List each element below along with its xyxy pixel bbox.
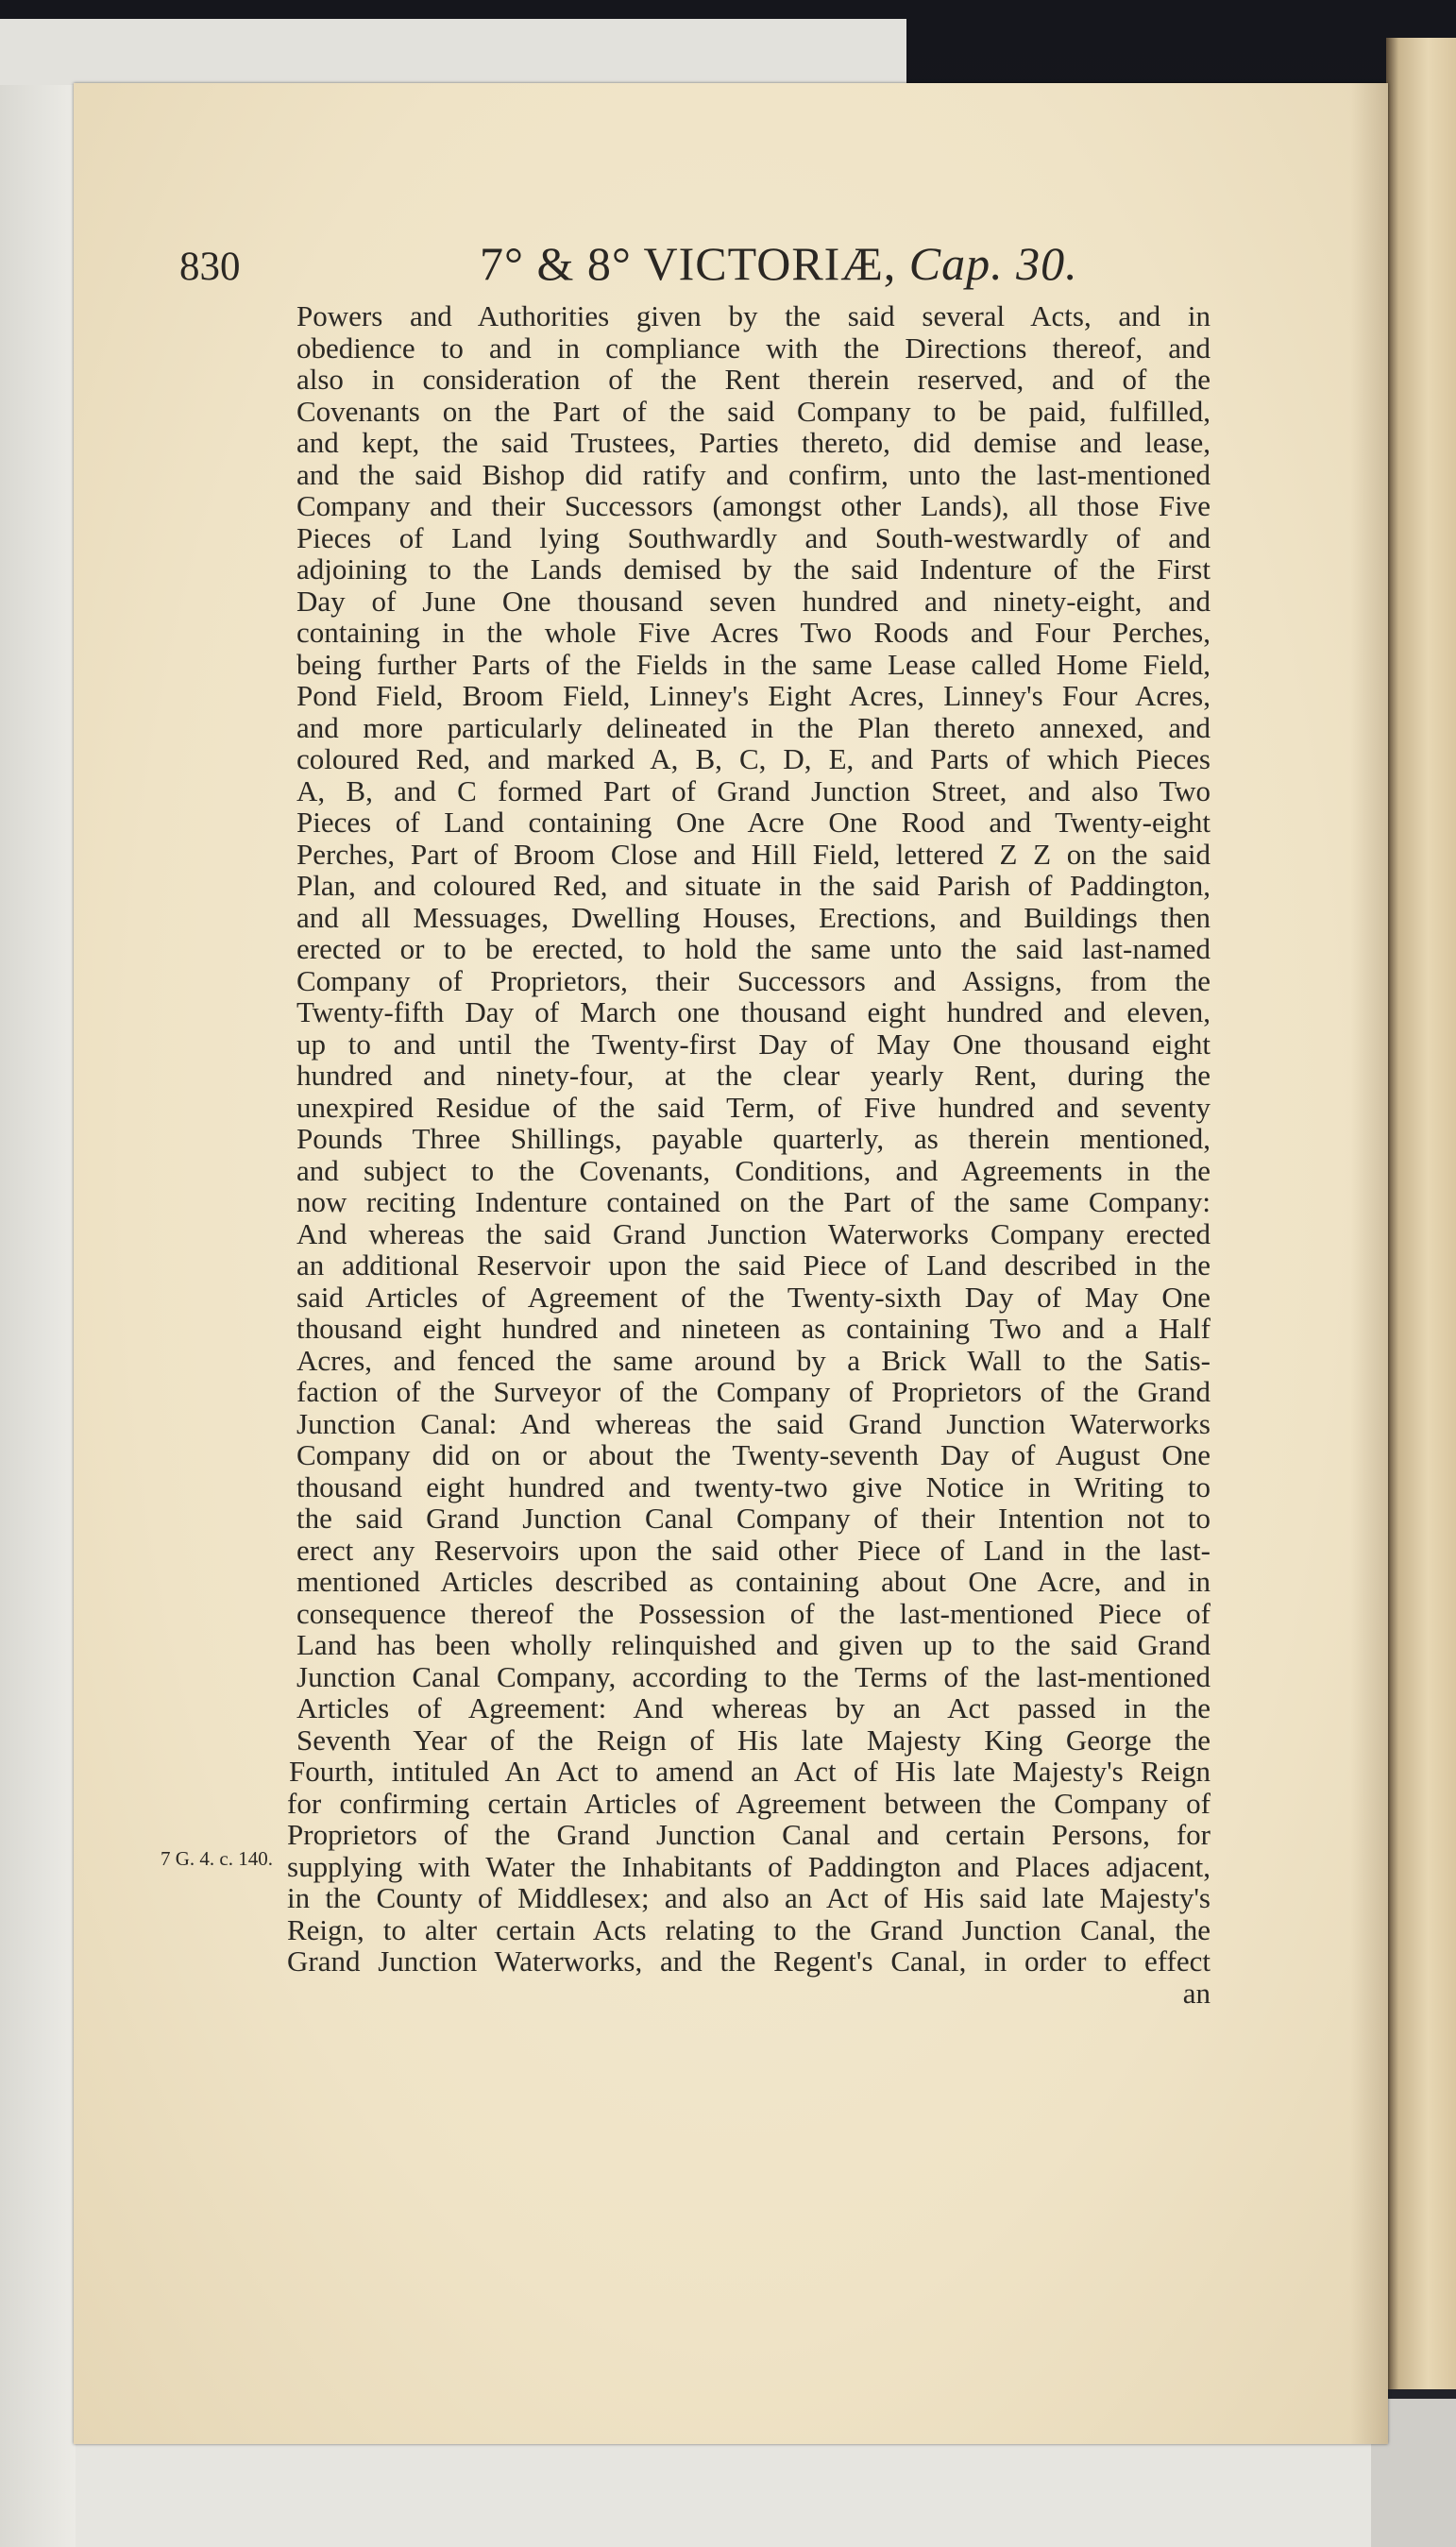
text-line: thousand eight hundred and nineteen as containing Two and a Half bbox=[296, 1312, 1211, 1345]
text-line: and all Messuages, Dwelling Houses, Erections, and Buildings then bbox=[296, 900, 1211, 934]
running-title: 7° & 8° VICTORIÆ, bbox=[480, 237, 897, 290]
text-line: Pounds Three Shillings, payable quarterly, as therein mentioned, bbox=[296, 1122, 1211, 1155]
text-line: Reign, to alter certain Acts relating to the Grand Junction Canal, the bbox=[287, 1912, 1211, 1946]
text-line: A, B, and C formed Part of Grand Junction Street, and also Two bbox=[296, 773, 1211, 807]
text-line: Covenants on the Part of the said Company to be paid, fulfilled, bbox=[296, 394, 1211, 428]
text-line: Fourth, intituled An Act to amend an Act of His late Majesty's Reign bbox=[289, 1755, 1211, 1788]
text-line: And whereas the said Grand Junction Waterworks Company erected bbox=[296, 1216, 1211, 1250]
text-line: also in consideration of the Rent therein reserved, and of the bbox=[296, 363, 1211, 396]
text-line: adjoining to the Lands demised by the said Indenture of the First bbox=[296, 552, 1211, 586]
text-line: an bbox=[1182, 1976, 1211, 2010]
text-line: erected or to be erected, to hold the same unto the said last-named bbox=[296, 932, 1211, 965]
text-line: Junction Canal Company, according to the Terms of the last-mentioned bbox=[296, 1659, 1211, 1693]
text-line: Proprietors of the Grand Junction Canal and certain Persons, for bbox=[287, 1818, 1211, 1851]
text-line: Pieces of Land containing One Acre One Rood and Twenty-eight bbox=[296, 806, 1211, 839]
facing-page-edge bbox=[1386, 38, 1456, 2389]
page-number: 830 bbox=[179, 245, 241, 289]
body-text bbox=[287, 299, 1211, 2010]
running-header bbox=[480, 236, 1197, 291]
text-line: Pond Field, Broom Field, Linney's Eight Acres, Linney's Four Acres, bbox=[296, 679, 1211, 712]
text-line: coloured Red, and marked A, B, C, D, E, and Parts of which Pieces bbox=[296, 742, 1211, 775]
text-line: obedience to and in compliance with the Directions thereof, and bbox=[296, 331, 1211, 365]
text-line: being further Parts of the Fields in the same Lease called Home Field, bbox=[296, 647, 1211, 681]
chapter-number: Cap. 30. bbox=[908, 237, 1078, 290]
text-line: erect any Reservoirs upon the said other Piece of Land in the last- bbox=[296, 1533, 1211, 1567]
text-line: up to and until the Twenty-first Day of May One thousand eight bbox=[296, 1027, 1211, 1061]
text-line: supplying with Water the Inhabitants of Paddington and Places adjacent, bbox=[287, 1849, 1211, 1883]
text-line: said Articles of Agreement of the Twenty-sixth Day of May One bbox=[296, 1280, 1211, 1314]
text-line: an additional Reservoir upon the said Piece of Land described in the bbox=[296, 1248, 1211, 1282]
text-line: Day of June One thousand seven hundred and ninety-eight, and bbox=[296, 584, 1211, 618]
text-line: Articles of Agreement: And whereas by an Act passed in the bbox=[296, 1691, 1211, 1724]
text-line: Company and their Successors (amongst other Lands), all those Five bbox=[296, 489, 1211, 522]
text-line: Plan, and coloured Red, and situate in the said Parish of Paddington, bbox=[296, 869, 1211, 902]
text-line: in the County of Middlesex; and also an Act of His said late Majesty's bbox=[287, 1881, 1211, 1914]
text-line: Junction Canal: And whereas the said Grand Junction Waterworks bbox=[296, 1406, 1211, 1440]
text-line: and more particularly delineated in the Plan thereto annexed, and bbox=[296, 710, 1211, 744]
text-line: Seventh Year of the Reign of His late Majesty King George the bbox=[296, 1723, 1211, 1757]
left-page-edge bbox=[0, 85, 76, 2547]
text-line: the said Grand Junction Canal Company of their Intention not to bbox=[296, 1502, 1211, 1535]
page-gutter-shadow bbox=[1350, 83, 1388, 2444]
text-line: unexpired Residue of the said Term, of Five hundred and seventy bbox=[296, 1090, 1211, 1124]
text-line: mentioned Articles described as containing about One Acre, and in bbox=[296, 1565, 1211, 1598]
text-line: and kept, the said Trustees, Parties thereto, did demise and lease, bbox=[296, 426, 1211, 459]
margin-citation: 7 G. 4. c. 140. bbox=[161, 1847, 273, 1870]
text-line: and the said Bishop did ratify and confirm, unto the last-mentioned bbox=[296, 457, 1211, 491]
text-line: Twenty-fifth Day of March one thousand eight hundred and eleven, bbox=[296, 995, 1211, 1028]
text-line: consequence thereof the Possession of the last-mentioned Piece of bbox=[296, 1596, 1211, 1630]
text-line: faction of the Surveyor of the Company of Proprietors of the Grand bbox=[296, 1375, 1211, 1408]
text-line: thousand eight hundred and twenty-two give Notice in Writing to bbox=[296, 1469, 1211, 1503]
text-line: Company of Proprietors, their Successors and Assigns, from the bbox=[296, 963, 1211, 997]
text-line: Grand Junction Waterworks, and the Regent's Canal, in order to effect bbox=[287, 1944, 1211, 1978]
text-line: Powers and Authorities given by the said several Acts, and in bbox=[296, 299, 1211, 332]
text-line: for confirming certain Articles of Agreement between the Company of bbox=[287, 1786, 1211, 1820]
text-line: now reciting Indenture contained on the Part of the same Company: bbox=[296, 1185, 1211, 1218]
text-line: Acres, and fenced the same around by a Brick Wall to the Satis- bbox=[296, 1343, 1211, 1377]
text-line: containing in the whole Five Acres Two Roods and Four Perches, bbox=[296, 616, 1211, 649]
text-line: Perches, Part of Broom Close and Hill Field, lettered Z Z on the said bbox=[296, 837, 1211, 871]
text-line: and subject to the Covenants, Conditions, and Agreements in the bbox=[296, 1153, 1211, 1187]
text-line: Company did on or about the Twenty-seventh Day of August One bbox=[296, 1438, 1211, 1471]
text-line: Land has been wholly relinquished and given up to the said Grand bbox=[296, 1628, 1211, 1661]
text-line: hundred and ninety-four, at the clear yearly Rent, during the bbox=[296, 1059, 1211, 1092]
text-line: Pieces of Land lying Southwardly and South-westwardly of and bbox=[296, 520, 1211, 554]
